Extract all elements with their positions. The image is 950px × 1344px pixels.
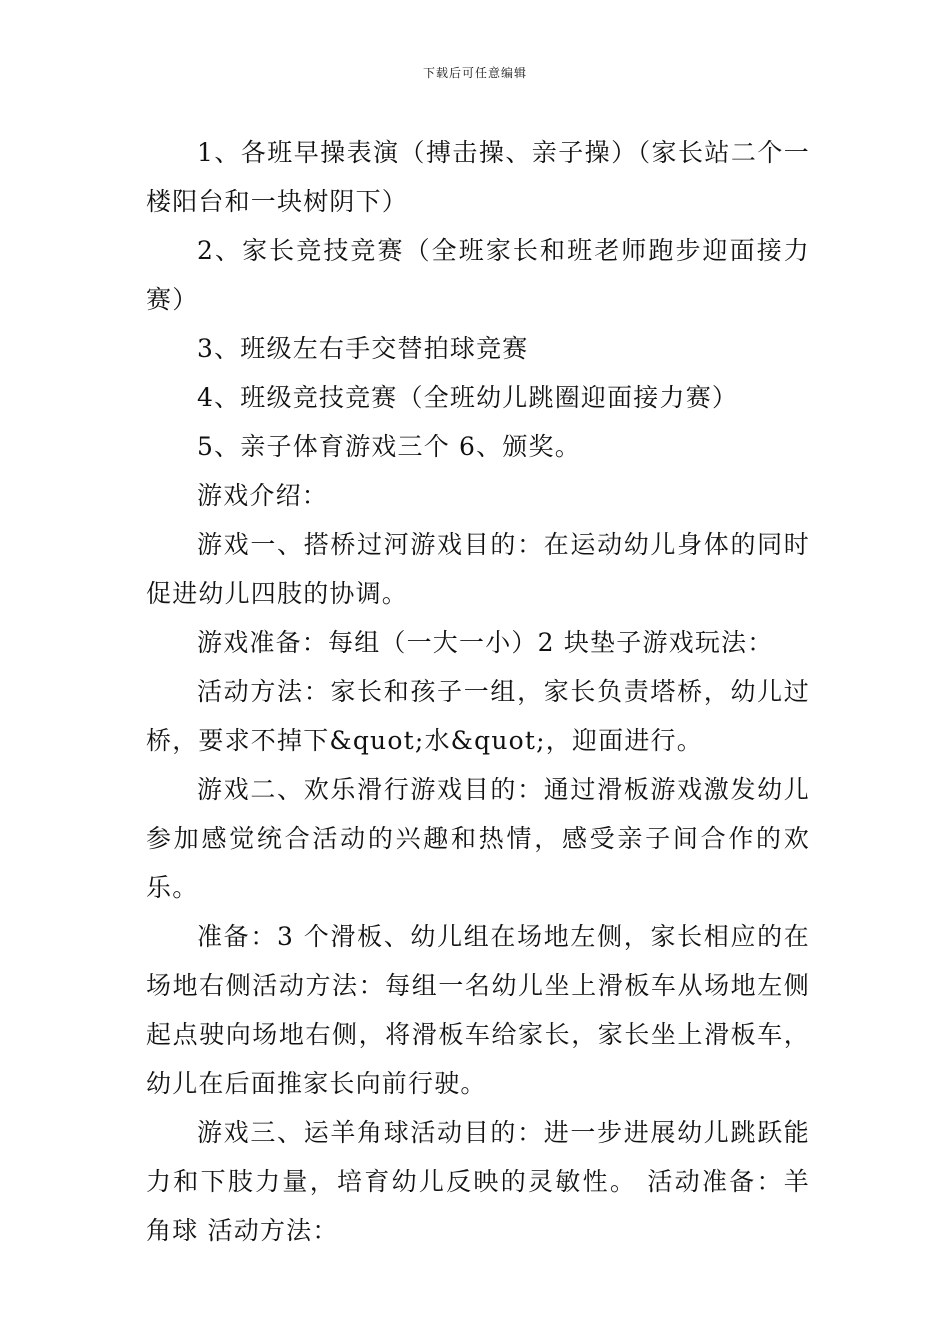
paragraph-7: 游戏一、搭桥过河游戏目的：在运动幼儿身体的同时促进幼儿四肢的协调。 [146, 530, 810, 608]
paragraph-9: 活动方法：家长和孩子一组，家长负责塔桥，幼儿过桥，要求不掉下&quot;水&quot;，迎面进行。 [146, 677, 810, 755]
paragraph-8: 游戏准备：每组（一大一小）2 块垫子游戏玩法： [197, 628, 774, 657]
paragraph-6: 游戏介绍： [197, 481, 329, 510]
paragraph-10: 游戏二、欢乐滑行游戏目的：通过滑板游戏激发幼儿参加感觉统合活动的兴趣和热情，感受亲子间合作的欢乐。 [146, 775, 810, 902]
paragraph-12: 游戏三、运羊角球活动目的：进一步进展幼儿跳跃能力和下肢力量，培育幼儿反映的灵敏性。 活动准备：羊角球 活动方法： [146, 1118, 810, 1245]
paragraph-11: 准备：3 个滑板、幼儿组在场地左侧，家长相应的在场地右侧活动方法：每组一名幼儿坐上滑板车从场地左侧起点驶向场地右侧，将滑板车给家长，家长坐上滑板车，幼儿在后面推家长向前行驶。 [146, 922, 810, 1098]
paragraph-4: 4、班级竞技竞赛（全班幼儿跳圈迎面接力赛） [197, 383, 739, 412]
paragraph-3: 3、班级左右手交替拍球竞赛 [197, 334, 529, 363]
document-body [146, 128, 810, 1255]
paragraph-2: 2、家长竞技竞赛（全班家长和班老师跑步迎面接力赛） [146, 236, 810, 314]
page-header: 下载后可任意编辑 [422, 66, 527, 80]
paragraph-5: 5、亲子体育游戏三个 6、颁奖。 [197, 432, 581, 461]
paragraph-1: 1、各班早操表演（搏击操、亲子操）（家长站二个一楼阳台和一块树阴下） [146, 138, 810, 216]
